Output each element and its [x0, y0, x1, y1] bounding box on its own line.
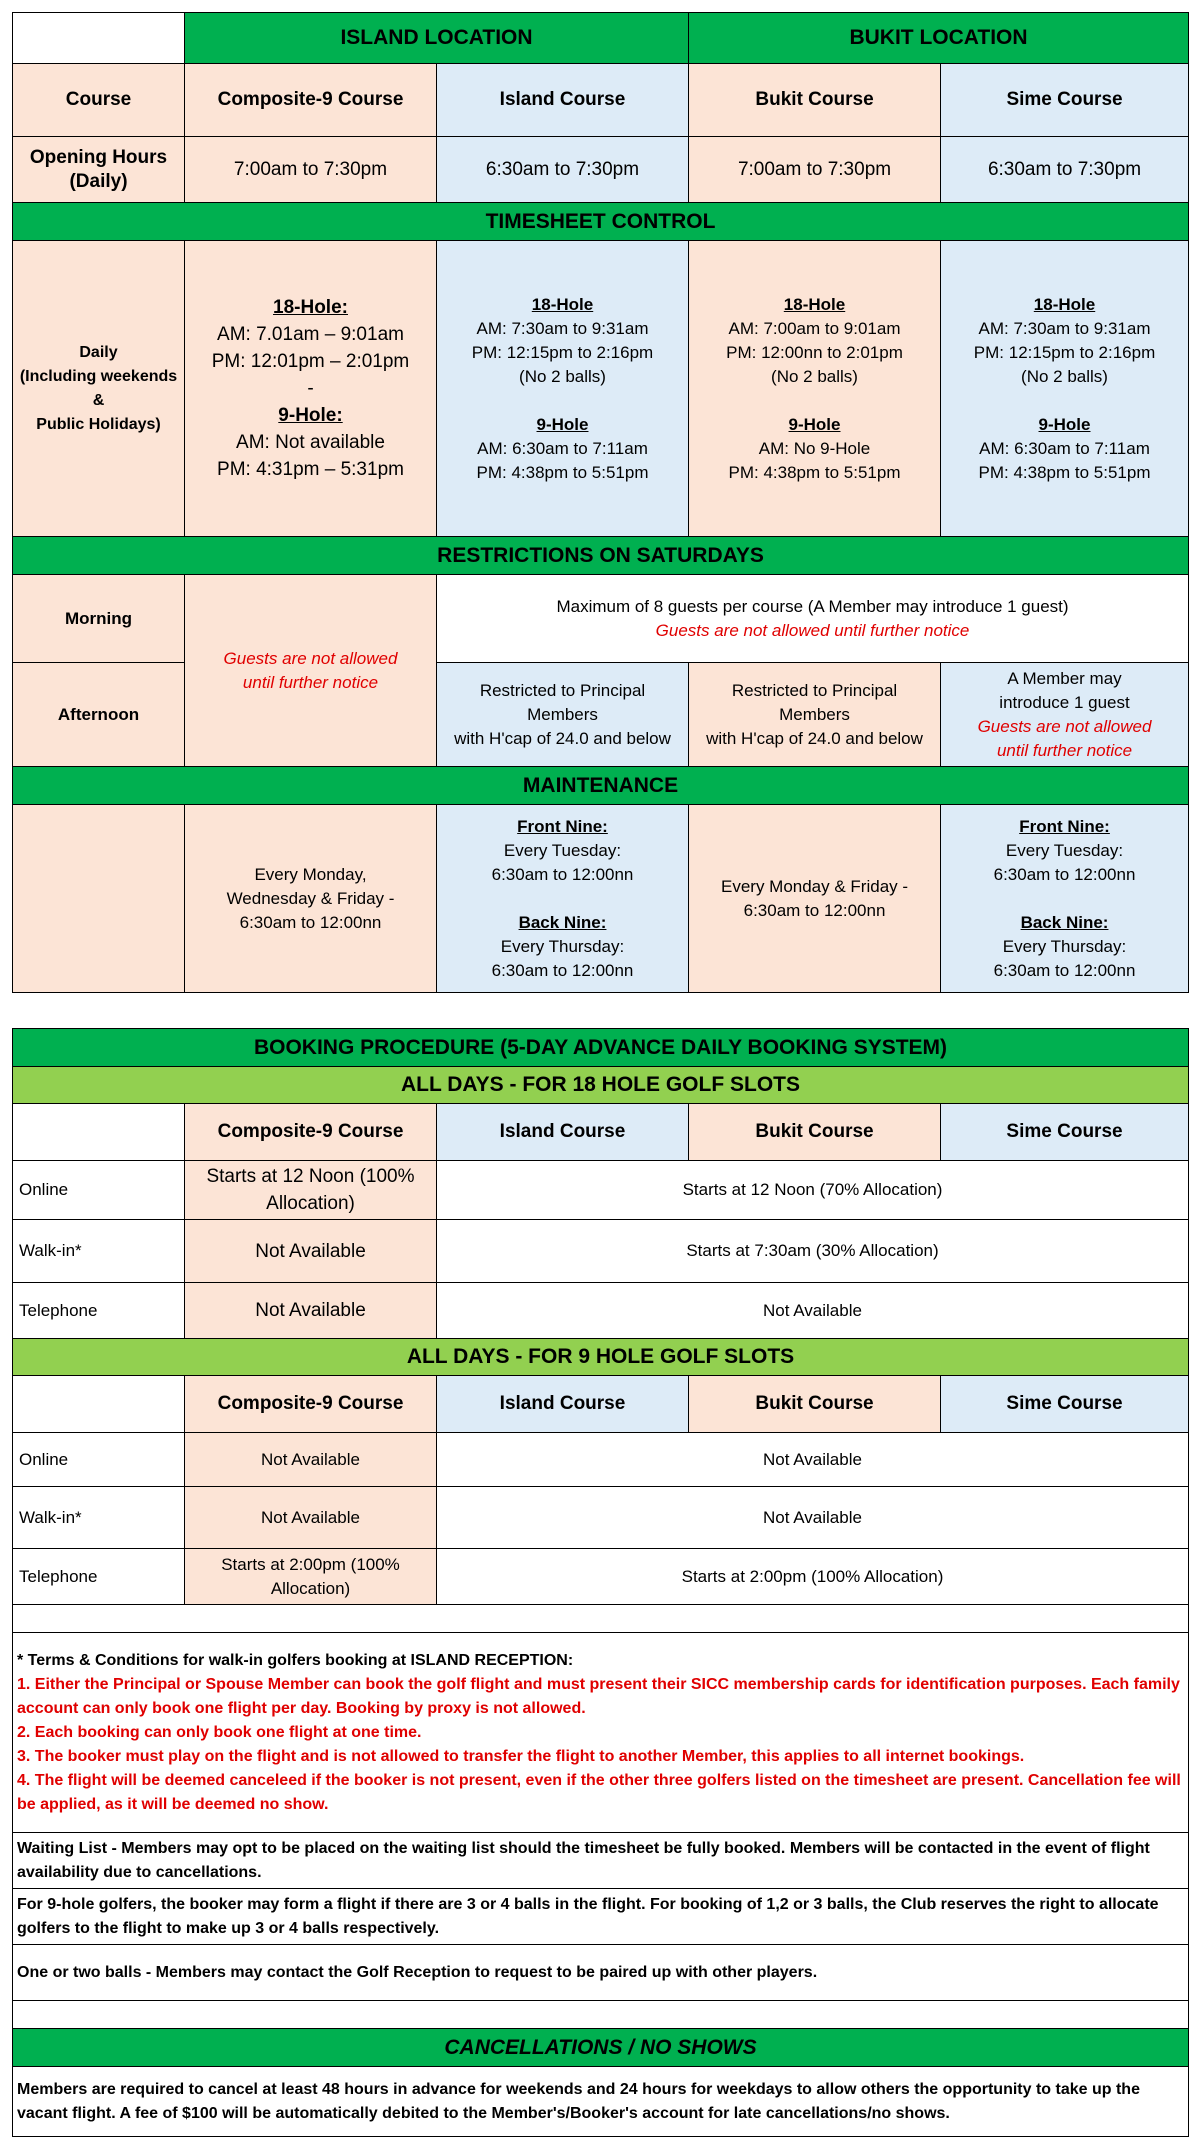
timesheet-sime: 18-Hole AM: 7:30am to 9:31am PM: 12:15pm to 2:16pm (No 2 balls) 9-Hole AM: 6:30am to 7:11am PM: 4:38pm to 5:51pm — [941, 241, 1189, 537]
opening-hours-label: Opening Hours (Daily) — [13, 137, 185, 203]
spacer-row — [13, 2001, 1189, 2029]
course-label: Course — [13, 64, 185, 137]
nine-hole-note: For 9-hole golfers, the booker may form a flight if there are 3 or 4 balls in the flight. For booking of 1,2 or 3 balls, the Club reserves the right to allocate golfers to the flight to make up 3 or 4 balls respectively. — [13, 1889, 1189, 1945]
maintenance-island: Front Nine: Every Tuesday: 6:30am to 12:00nn Back Nine: Every Thursday: 6:30am to 12:00nn — [437, 805, 689, 993]
waiting-list-note: Waiting List - Members may opt to be placed on the waiting list should the timesheet be fully booked. Members will be contacted in the event of flight availability due to cancellations. — [13, 1833, 1189, 1889]
terms-item: 4. The flight will be deemed canceleed if the booker is not present, even if the other three golfers listed on the timesheet are present. Cancellation fee will be applied, as it will be deemed no show. — [17, 1771, 1181, 1813]
island-location-header: ISLAND LOCATION — [185, 13, 689, 64]
terms-and-conditions — [13, 1633, 1189, 1833]
terms-item: 2. Each booking can only book one flight at one time. — [17, 1723, 422, 1741]
saturday-composite-note: Guests are not allowed until further notice — [185, 575, 437, 767]
opening-hours-sime: 6:30am to 7:30pm — [941, 137, 1189, 203]
booking9-row-label: Walk-in* — [13, 1487, 185, 1549]
booking18-row-label: Online — [13, 1161, 185, 1220]
booking9-course-island: Island Course — [437, 1376, 689, 1433]
booking9-composite: Starts at 2:00pm (100% Allocation) — [185, 1549, 437, 1605]
booking18-row-label: Walk-in* — [13, 1220, 185, 1283]
booking18-others: Starts at 12 Noon (70% Allocation) — [437, 1161, 1189, 1220]
booking18-composite: Starts at 12 Noon (100% Allocation) — [185, 1161, 437, 1220]
booking9-composite: Not Available — [185, 1487, 437, 1549]
opening-hours-island: 6:30am to 7:30pm — [437, 137, 689, 203]
booking18-others: Not Available — [437, 1283, 1189, 1339]
booking18-course-composite: Composite-9 Course — [185, 1104, 437, 1161]
opening-hours-composite: 7:00am to 7:30pm — [185, 137, 437, 203]
course-sime: Sime Course — [941, 64, 1189, 137]
morning-label: Morning — [13, 575, 185, 663]
morning-restriction: Maximum of 8 guests per course (A Member may introduce 1 guest) Guests are not allowed until further notice — [437, 575, 1189, 663]
booking9-course-bukit: Bukit Course — [689, 1376, 941, 1433]
maintenance-bukit: Every Monday & Friday - 6:30am to 12:00nn — [689, 805, 941, 993]
afternoon-bukit: Restricted to Principal Members with H'cap of 24.0 and below — [689, 663, 941, 767]
cancellations-header: CANCELLATIONS / NO SHOWS — [13, 2029, 1189, 2067]
terms-item: 1. Either the Principal or Spouse Member can book the golf flight and must present their SICC membership cards for identification purposes. Each family account can only book one flight per day. Booking by proxy is not allowed. — [17, 1675, 1180, 1717]
booking18-row-label: Telephone — [13, 1283, 185, 1339]
booking18-course-sime: Sime Course — [941, 1104, 1189, 1161]
cancellations-text: Members are required to cancel at least 48 hours in advance for weekends and 24 hours for weekdays to allow others the opportunity to take up the vacant flight. A fee of $100 will be automatically debited to the Member's/Booker's account for late cancellations/no shows. — [13, 2067, 1189, 2137]
course-bukit: Bukit Course — [689, 64, 941, 137]
course-composite: Composite-9 Course — [185, 64, 437, 137]
timesheet-island: 18-Hole AM: 7:30am to 9:31am PM: 12:15pm to 2:16pm (No 2 balls) 9-Hole AM: 6:30am to 7:11am PM: 4:38pm to 5:51pm — [437, 241, 689, 537]
booking9-others: Starts at 2:00pm (100% Allocation) — [437, 1549, 1189, 1605]
section-9-hole-header: ALL DAYS - FOR 9 HOLE GOLF SLOTS — [13, 1339, 1189, 1376]
maintenance-composite: Every Monday, Wednesday & Friday - 6:30am to 12:00nn — [185, 805, 437, 993]
section-18-hole-header: ALL DAYS - FOR 18 HOLE GOLF SLOTS — [13, 1067, 1189, 1104]
course-island: Island Course — [437, 64, 689, 137]
booking9-row-label: Telephone — [13, 1549, 185, 1605]
timesheet-composite: 18-Hole: AM: 7.01am – 9:01am PM: 12:01pm – 2:01pm - 9-Hole: AM: Not available PM: 4:31pm – 5:31pm — [185, 241, 437, 537]
booking18-course-bukit: Bukit Course — [689, 1104, 941, 1161]
corner-cell — [13, 13, 185, 64]
booking9-course-sime: Sime Course — [941, 1376, 1189, 1433]
timesheet-control-header: TIMESHEET CONTROL — [13, 203, 1189, 241]
saturday-restrictions-header: RESTRICTIONS ON SATURDAYS — [13, 537, 1189, 575]
terms-item: 3. The booker must play on the flight and is not allowed to transfer the flight to another Member, this applies to all internet bookings. — [17, 1747, 1025, 1765]
booking9-composite: Not Available — [185, 1433, 437, 1487]
booking18-composite: Not Available — [185, 1283, 437, 1339]
one-two-balls-note: One or two balls - Members may contact the Golf Reception to request to be paired up with other players. — [13, 1945, 1189, 2001]
daily-label: Daily (Including weekends & Public Holidays) — [13, 241, 185, 537]
maintenance-sime: Front Nine: Every Tuesday: 6:30am to 12:00nn Back Nine: Every Thursday: 6:30am to 12:00nn — [941, 805, 1189, 993]
bukit-location-header: BUKIT LOCATION — [689, 13, 1189, 64]
afternoon-label: Afternoon — [13, 663, 185, 767]
course-info-table — [12, 12, 1189, 993]
timesheet-bukit: 18-Hole AM: 7:00am to 9:01am PM: 12:00nn to 2:01pm (No 2 balls) 9-Hole AM: No 9-Hole PM: 4:38pm to 5:51pm — [689, 241, 941, 537]
afternoon-sime: A Member may introduce 1 guest Guests are not allowed until further notice — [941, 663, 1189, 767]
spacer-row — [13, 1605, 1189, 1633]
booking18-course-island: Island Course — [437, 1104, 689, 1161]
booking18-composite: Not Available — [185, 1220, 437, 1283]
booking18-others: Starts at 7:30am (30% Allocation) — [437, 1220, 1189, 1283]
terms-heading: * Terms & Conditions for walk-in golfers booking at ISLAND RECEPTION: — [17, 1651, 574, 1669]
booking-procedure-header: BOOKING PROCEDURE (5-DAY ADVANCE DAILY BOOKING SYSTEM) — [13, 1029, 1189, 1067]
opening-hours-bukit: 7:00am to 7:30pm — [689, 137, 941, 203]
booking9-corner — [13, 1376, 185, 1433]
booking18-corner — [13, 1104, 185, 1161]
maintenance-label-cell — [13, 805, 185, 993]
booking9-others: Not Available — [437, 1433, 1189, 1487]
booking9-row-label: Online — [13, 1433, 185, 1487]
maintenance-header: MAINTENANCE — [13, 767, 1189, 805]
booking-procedure-table — [12, 1028, 1189, 2137]
afternoon-island: Restricted to Principal Members with H'cap of 24.0 and below — [437, 663, 689, 767]
booking9-course-composite: Composite-9 Course — [185, 1376, 437, 1433]
booking9-others: Not Available — [437, 1487, 1189, 1549]
